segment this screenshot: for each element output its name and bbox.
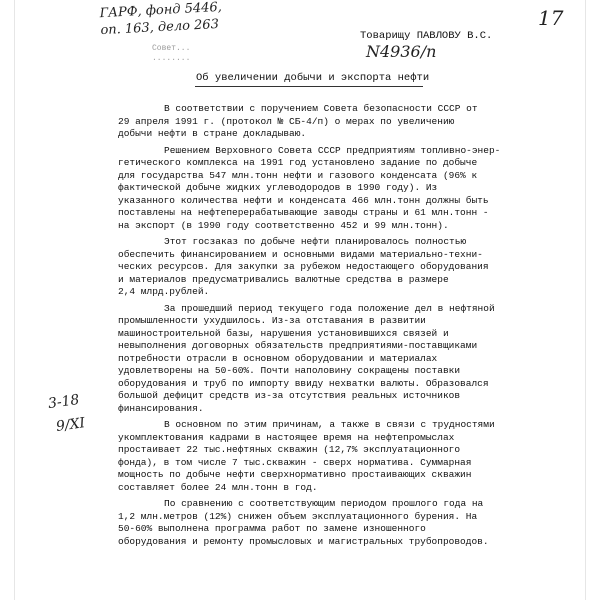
page-number: 17 <box>538 6 564 30</box>
paragraph-1: В соответствии с поручением Совета безопасности СССР от 29 апреля 1991 г. (протокол № СБ-4/п) о мерах по увеличению добычи нефти в стране докладываю. <box>118 103 478 139</box>
archive-stamp <box>99 0 223 39</box>
paragraph-5: В основном по этим причинам, а также в связи с трудностями укомплектования кадрами в настоящее время на нефтепромыслах простаивает 22 тыс.нефтяных скважин (12,7% эксплуатационного фонда), в том числе 7 тыс.скважин - сверх норматива. Суммарная мощность по добыче нефти сверхнормативно простаивающих скважин составляет более 24 млн.тонн в год. <box>118 419 495 493</box>
paragraph-4: За прошедший период текущего года положение дел в нефтяной промышленности ухудшилось. Из-за отставания в развитии машиностроительной базы, нарушения установившихся связей и невыполнения договорных обязательств предприятиями-поставщиками потребности отрасли в основном оборудовании и материалах удовлетворены на 50-60%. Почти наполовину сокращены поставки оборудования и труб по импорту ввиду нехватки валюты. Образовался большой дефицит средств из-за отсутствия реальных источников финансирования. <box>118 302 495 414</box>
paragraph-2: Решением Верховного Совета СССР предприятиям топливно-энер- гетического комплекса на 1991 год установлено задание по добыче для государства 547 млн.тонн нефти и газового конденсата (96% к фактической добыче жидких углеводородов в 1990 году). Из указанного количества нефти и конденсата 466 млн.тонн должны быть поставлены на нефтеперерабатывающие заводы страны и 61 млн.тонн - на экспорт (в 1990 году соответственно 452 и 99 млн.тонн). <box>118 144 501 231</box>
archive-stamp-line-1: ГАРФ, фонд 5446, <box>99 0 223 22</box>
document-body <box>118 103 503 552</box>
scan-edge-right <box>585 0 586 600</box>
margin-note-1: 3-18 <box>47 391 81 413</box>
document-title: Об увеличении добычи и экспорта нефти <box>196 72 430 84</box>
title-underline <box>195 86 423 87</box>
faded-header <box>152 44 190 64</box>
margin-note-2: 9/XI <box>55 415 87 435</box>
paragraph-3: Этот госзаказ по добыче нефти планировалось полностью обеспечить финансированием и основными видами материально-техни- ческих ресурсов. Для закупки за рубежом недостающего оборудования и материалов предусматривались валютные средства в размере 2,4 млрд.рублей. <box>118 236 489 297</box>
archive-stamp-line-2: оп. 163, дело 263 <box>100 16 220 39</box>
faded-header-line-1: Совет... <box>152 44 191 53</box>
registration-number: N4936/п <box>366 42 437 61</box>
paragraph-6: По сравнению с соответствующим периодом прошлого года на 1,2 млн.метров (12%) снижен объем эксплуатационного бурения. На 50-60% выполнена программа работ по замене изношенного оборудования и ремонту промысловых и магистральных трубопроводов. <box>118 498 489 547</box>
scan-edge-left <box>14 0 15 600</box>
faded-header-line-2: ........ <box>152 54 191 63</box>
addressee: Товарищу ПАВЛОВУ В.С. <box>360 30 493 42</box>
